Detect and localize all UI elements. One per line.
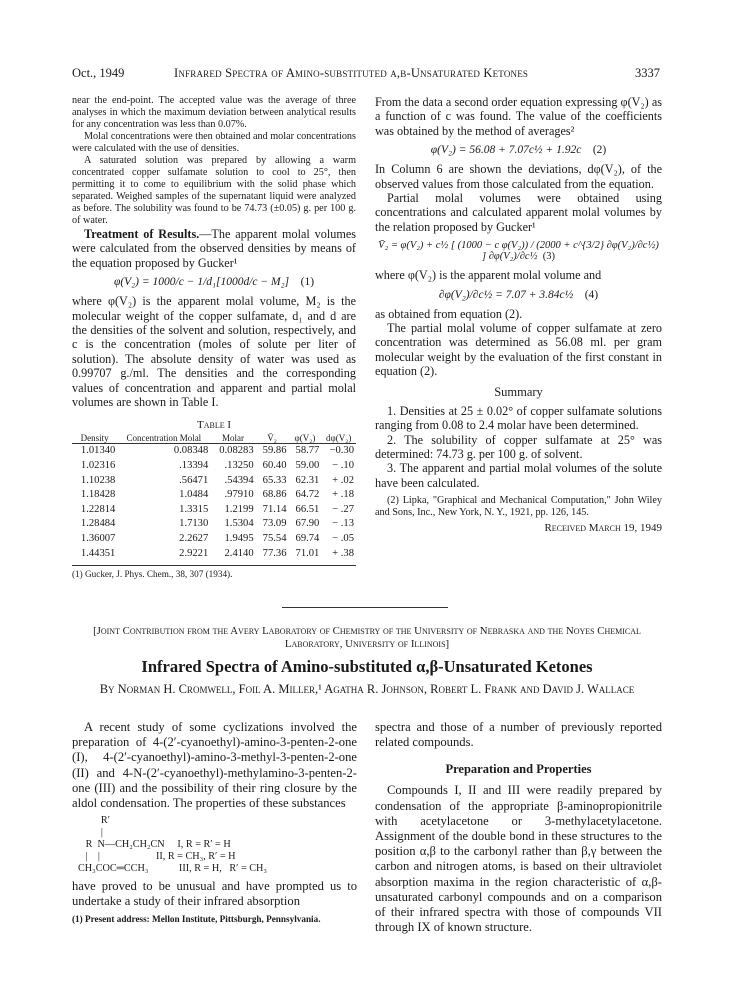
running-header: [72, 66, 660, 82]
table-cell: .97910: [224, 489, 254, 501]
table-cell: 59.86: [262, 445, 287, 457]
table-cell: − .10: [332, 460, 354, 472]
section-divider: [282, 607, 448, 608]
table-row: [72, 517, 356, 532]
table-cell: 1.36007: [80, 533, 116, 545]
header-page-number: 3337: [635, 66, 660, 80]
table-cell: 1.02316: [80, 460, 116, 472]
table-cell: 1.22814: [80, 503, 116, 515]
paragraph: near the end-point. The accepted value was the average of three analyses in which the maximum deviation between analytical results for any concentration was less than 0.07%.: [72, 95, 356, 130]
equation-4: ∂φ(V₂)/∂c½ = 7.07 + 3.84c½ (4): [438, 288, 599, 301]
table-row: [72, 503, 356, 518]
table-cell: 59.00: [295, 460, 320, 472]
paragraph: A recent study of some cyclizations involved the preparation of 4-(2′-cyanoethyl)-amino-3-penten-2-one (I), 4-(2′-cyanoethyl)-amino-3-methyl-3-penten-2-one (II) and 4-N-(2′-cyanoethyl)-methylamino-3-penten-2-one (III) and the possibility of their ring closure by the aldol condensation. The properties of these substances: [72, 720, 357, 811]
table-cell: + .02: [332, 474, 354, 486]
summary-heading: Summary: [494, 384, 543, 399]
table-cell: 75.54: [262, 533, 287, 545]
table-cell: 1.5304: [224, 518, 254, 530]
column-header: V̄₂: [256, 433, 289, 444]
paragraph: as obtained from equation (2).: [375, 306, 523, 321]
author-list: By Norman H. Cromwell, Foil A. Miller,¹ Agatha R. Johnson, Robert L. Frank and David J. Wallace: [99, 682, 635, 696]
paragraph: From the data a second order equation expressing φ(V₂) as a function of c was found. The value of the coefficients was obtained by the method of averages²: [375, 95, 662, 138]
table-cell: 67.90: [295, 518, 320, 530]
table-cell: 1.10238: [80, 474, 116, 486]
summary-item: 3. The apparent and partial molal volumes of the solute have been calculated.: [375, 461, 662, 490]
treatment-heading: Treatment of Results.: [84, 227, 200, 241]
equation-1: φ(V₂) = 1000/c − 1/d₁[1000d/c − M₂] (1): [113, 276, 315, 289]
table-row: [72, 532, 356, 547]
header-title: Infrared Spectra of Amino-substituted α,β-Unsaturated Ketones: [174, 66, 529, 80]
right-column: [375, 95, 662, 534]
table-cell: 58.77: [295, 445, 320, 457]
table-header-row: [72, 433, 356, 444]
table-cell: − .27: [332, 503, 354, 515]
paragraph: Molal concentrations were then obtained and molar concentrations were calculated with the use of densities.: [72, 131, 356, 154]
table-cell: 60.40: [262, 460, 287, 472]
table-cell: 1.28484: [80, 518, 116, 530]
table-cell: 62.31: [295, 474, 320, 486]
chemical-structure: R′ | R N—CH₂CH₂CN I, R = R′ = H | | II, R = CH₃, R′ = H CH₃COC═CCH₃ III, R = H, R′ = CH₃: [78, 815, 267, 875]
table-cell: 1.9495: [224, 533, 254, 545]
paragraph: spectra and those of a number of previously reported related compounds.: [375, 720, 662, 750]
table-cell: 66.51: [295, 503, 320, 515]
table-cell: .13394: [179, 460, 209, 472]
paragraph: where φ(V₂) is the apparent molal volume and: [375, 268, 602, 283]
footnote: (2) Lipka, "Graphical and Mechanical Computation," John Wiley and Sons, Inc., New York, N. Y., 1921, pp. 126, 145.: [375, 495, 662, 519]
table-row: [72, 444, 356, 459]
footnote: (1) Present address: Mellon Institute, Pittsburgh, Pennsylvania.: [72, 913, 321, 924]
table-title: Table I: [196, 419, 232, 432]
table-cell: 2.2627: [179, 533, 209, 545]
summary-item: 2. The solubility of copper sulfamate at 25° was determined: 74.73 g. per 100 g. of solvent.: [375, 432, 662, 461]
table-cell: − .05: [332, 533, 354, 545]
column-header: Density: [72, 433, 117, 444]
paragraph: Compounds I, II and III were readily prepared by condensation of the appropriate β-aminopropionitrile with acetylacetone or 3-methylacetylacetone. Assignment of the double bond in these structures to the position α,β to the carbonyl rather than β,γ between the carbon and nitrogen atoms, is based on their ultraviolet absorption maxima in the region characteristic of α,β-unsaturated carbonyl compounds and on a comparison of their infrared spectra with those of compounds VII through IX of known structure.: [375, 783, 662, 935]
table-cell: 0.08283: [219, 445, 254, 457]
received-date: Received March 19, 1949: [544, 522, 662, 535]
table-cell: 73.09: [262, 518, 287, 530]
table-cell: .56471: [179, 474, 209, 486]
table-cell: + .38: [332, 547, 354, 559]
table-row: [72, 547, 356, 562]
table-cell: 1.01340: [80, 445, 116, 457]
table-row: [72, 459, 356, 474]
table-cell: 69.74: [295, 533, 320, 545]
paragraph: where φ(V₂) is the apparent molal volume, M₂ is the molecular weight of the copper sulfamate, d₁ and d are the densities of the solvent and solution, respectively, and c is the concentration (moles of solute per liter of solution). The absolute density of water was used as 0.99707 g./ml. The densities and the corresponding values of concentration and apparent and partial molal volumes are shown in Table I.: [72, 294, 356, 410]
article-right-column: [375, 720, 662, 935]
table-cell: −0.30: [329, 445, 354, 457]
left-column: [72, 95, 356, 579]
section-heading: Preparation and Properties: [445, 762, 592, 777]
column-header: Molar: [210, 433, 255, 444]
table-cell: 2.9221: [179, 547, 209, 559]
table-cell: 68.86: [262, 489, 287, 501]
data-table: [72, 433, 356, 561]
equation-3: V̄₂ = φ(V₂) + c½ [ (1000 − c φ(V₂)) / (2000 + c^{3/2} ∂φ(V₂)/∂c½) ] ∂φ(V₂)/∂c½ (3): [378, 240, 659, 263]
table-cell: 2.4140: [224, 547, 254, 559]
table-cell: 71.14: [262, 503, 287, 515]
footnote: (1) Gucker, J. Phys. Chem., 38, 307 (1934).: [72, 565, 356, 579]
table-cell: 1.18428: [80, 489, 116, 501]
paragraph: In Column 6 are shown the deviations, dφ(V₂), of the observed values from those calculated from the equation.: [375, 162, 662, 191]
table-cell: 1.2199: [224, 503, 254, 515]
table-cell: 77.36: [262, 547, 287, 559]
summary-item: 1. Densities at 25 ± 0.02° of copper sulfamate solutions ranging from 0.08 to 2.4 molar have been determined.: [375, 403, 662, 433]
table-cell: 64.72: [295, 489, 320, 501]
table-cell: .54394: [224, 474, 254, 486]
article-title: Infrared Spectra of Amino-substituted α,β-Unsaturated Ketones: [141, 657, 593, 676]
paragraph: have proved to be unusual and have prompted us to undertake a study of their infrared absorption: [72, 879, 357, 909]
paragraph: A saturated solution was prepared by allowing a warm concentrated copper sulfamate solution to cool to 25°, then permitting it to come to equilibrium with the solid phase which separated. Weighed samples of the supernatant liquid were analyzed as before. The solubility was found to be 74.73 (±0.05) g. per 100 g. of water.: [72, 155, 356, 226]
treatment-paragraph: Treatment of Results.—The apparent molal volumes were calculated from the observed densities by means of the equation proposed by Gucker¹: [72, 227, 356, 270]
header-date: Oct., 1949: [72, 66, 125, 80]
table-cell: 71.01: [295, 547, 320, 559]
table-cell: + .18: [332, 489, 354, 501]
table-cell: 1.7130: [179, 518, 209, 530]
table-cell: 0.08348: [173, 445, 209, 457]
paragraph: The partial molal volume of copper sulfamate at zero concentration was determined as 56.08 ml. per gram molecular weight by the evaluation of the first constant in equation (2).: [375, 321, 662, 379]
table-cell: 1.0484: [179, 489, 209, 501]
table-cell: − .13: [332, 518, 354, 530]
contribution-line: [Joint Contribution from the Avery Laboratory of Chemistry of the University of Nebraska and the Noyes Chemical Laboratory, University of Illinois]: [93, 625, 641, 650]
table-cell: 65.33: [262, 474, 287, 486]
column-header: φ(V₂): [289, 433, 322, 444]
equation-2: φ(V₂) = 56.08 + 7.07c½ + 1.92c (2): [430, 144, 607, 157]
table-row: [72, 474, 356, 489]
table-cell: .13250: [224, 460, 254, 472]
column-header: dφ(V₂): [321, 433, 356, 444]
table-cell: 1.3315: [179, 503, 209, 515]
table-cell: 1.44351: [80, 547, 116, 559]
paragraph: Partial molal volumes were obtained using concentrations and calculated apparent molal volumes by the relation proposed by Gucker¹: [375, 191, 662, 234]
table-row: [72, 488, 356, 503]
article-left-column: [72, 720, 357, 924]
column-header: Concentration Molal: [117, 433, 210, 444]
